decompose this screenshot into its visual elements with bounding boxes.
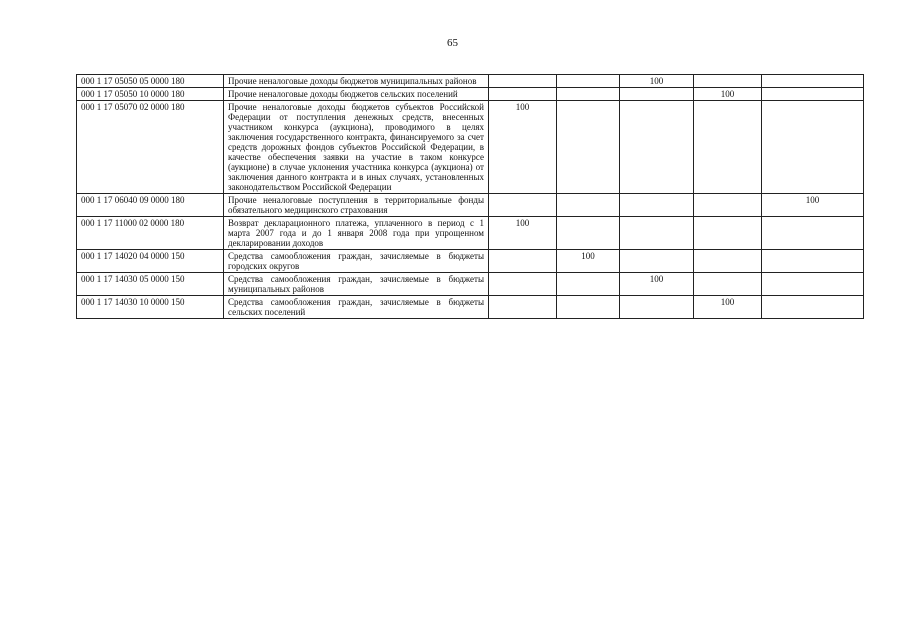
norm-value-cell: 100	[489, 101, 557, 194]
norm-value-cell	[620, 217, 694, 250]
norm-value-cell	[762, 88, 864, 101]
norm-value-cell	[620, 88, 694, 101]
revenue-description: Средства самообложения граждан, зачисляемые в бюджеты сельских поселений	[224, 296, 489, 319]
norm-value-cell	[694, 75, 762, 88]
revenue-description: Средства самообложения граждан, зачисляемые в бюджеты муниципальных районов	[224, 273, 489, 296]
norm-value-cell	[557, 273, 620, 296]
norm-value-cell	[489, 75, 557, 88]
table-row	[77, 250, 864, 273]
norm-value-cell	[762, 217, 864, 250]
norm-value-cell	[489, 194, 557, 217]
revenue-description: Прочие неналоговые доходы бюджетов субъектов Российской Федерации от поступления денежных средств, внесенных участником конкурса (аукциона), проводимого в целях заключения государственного контракта, финансируемого за счет средств дорожных фондов субъектов Российской Федерации, в качестве обеспечения заявки на участие в таком конкурсе (аукционе) в случае уклонения участника конкурса (аукциона) от заключения данного контракта и в иных случаях, установленных законодательством Российской Федерации	[224, 101, 489, 194]
table-row	[77, 296, 864, 319]
norm-value-cell	[557, 88, 620, 101]
norm-value-cell	[762, 273, 864, 296]
revenue-description: Возврат декларационного платежа, уплаченного в период с 1 марта 2007 года и до 1 января 2008 года при упрощенном декларировании доходов	[224, 217, 489, 250]
norm-value-cell: 100	[557, 250, 620, 273]
norm-value-cell	[762, 101, 864, 194]
norm-value-cell	[557, 194, 620, 217]
revenue-description: Средства самообложения граждан, зачисляемые в бюджеты городских округов	[224, 250, 489, 273]
revenue-description: Прочие неналоговые поступления в территориальные фонды обязательного медицинского страхования	[224, 194, 489, 217]
budget-classification-code: 000 1 17 05050 10 0000 180	[77, 88, 224, 101]
norm-value-cell	[620, 101, 694, 194]
revenue-classification-table	[76, 74, 864, 319]
budget-classification-code: 000 1 17 05070 02 0000 180	[77, 101, 224, 194]
norm-value-cell	[694, 250, 762, 273]
norm-value-cell: 100	[694, 88, 762, 101]
revenue-description: Прочие неналоговые доходы бюджетов сельских поселений	[224, 88, 489, 101]
norm-value-cell	[762, 296, 864, 319]
budget-classification-code: 000 1 17 14020 04 0000 150	[77, 250, 224, 273]
revenue-description: Прочие неналоговые доходы бюджетов муниципальных районов	[224, 75, 489, 88]
norm-value-cell	[557, 217, 620, 250]
norm-value-cell	[620, 296, 694, 319]
table-row	[77, 88, 864, 101]
norm-value-cell	[620, 194, 694, 217]
table-row	[77, 217, 864, 250]
norm-value-cell	[694, 273, 762, 296]
norm-value-cell	[694, 194, 762, 217]
norm-value-cell	[762, 75, 864, 88]
page-number: 65	[447, 37, 458, 49]
norm-value-cell: 100	[489, 217, 557, 250]
norm-value-cell	[489, 296, 557, 319]
norm-value-cell: 100	[620, 75, 694, 88]
budget-classification-code: 000 1 17 06040 09 0000 180	[77, 194, 224, 217]
norm-value-cell	[489, 250, 557, 273]
norm-value-cell	[557, 75, 620, 88]
norm-value-cell	[762, 250, 864, 273]
norm-value-cell	[489, 273, 557, 296]
table-row	[77, 75, 864, 88]
norm-value-cell: 100	[694, 296, 762, 319]
norm-value-cell: 100	[762, 194, 864, 217]
budget-classification-code: 000 1 17 05050 05 0000 180	[77, 75, 224, 88]
budget-classification-code: 000 1 17 14030 05 0000 150	[77, 273, 224, 296]
norm-value-cell	[557, 101, 620, 194]
norm-value-cell: 100	[620, 273, 694, 296]
norm-value-cell	[694, 101, 762, 194]
budget-classification-code: 000 1 17 11000 02 0000 180	[77, 217, 224, 250]
table-row	[77, 194, 864, 217]
norm-value-cell	[557, 296, 620, 319]
norm-value-cell	[694, 217, 762, 250]
norm-value-cell	[489, 88, 557, 101]
norm-value-cell	[620, 250, 694, 273]
table-row	[77, 101, 864, 194]
table-row	[77, 273, 864, 296]
budget-classification-code: 000 1 17 14030 10 0000 150	[77, 296, 224, 319]
